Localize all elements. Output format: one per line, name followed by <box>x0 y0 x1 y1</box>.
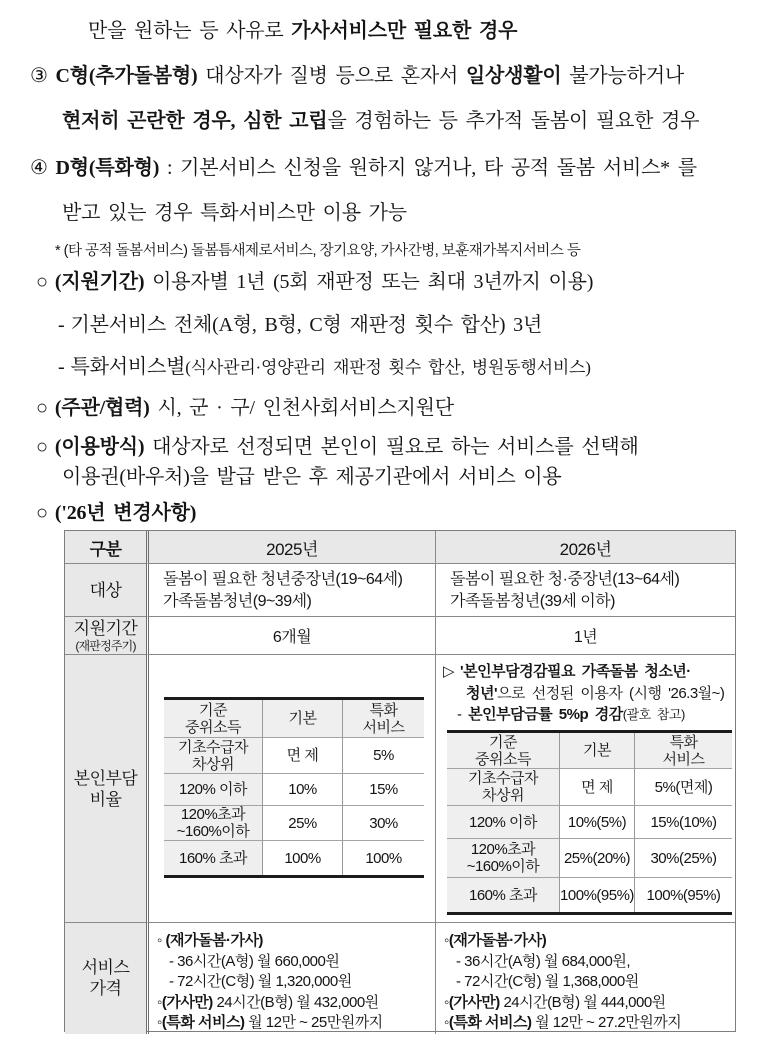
header-2025: 2025년 <box>146 531 435 563</box>
bullet-support-period-text: 이용자별 1년 (5회 재판정 또는 최대 3년까지 이용) <box>144 271 594 293</box>
note-line-3-bold: 본인부담금률 5%p 경감 <box>468 706 623 723</box>
period-2025: 6개월 <box>146 616 435 654</box>
sub-bullet-special-service <box>58 350 591 379</box>
price-line <box>444 972 735 993</box>
list-item-3-line-2 <box>62 104 699 133</box>
rate-header-special: 특화 서비스 <box>342 700 424 737</box>
row-label-period-sub: (재판정주기) <box>75 639 136 653</box>
price-line <box>444 952 735 973</box>
triangle-marker-icon: ▷ <box>443 663 455 680</box>
header-category <box>65 531 146 563</box>
bullet-support-period-label: (지원기간) <box>54 271 145 293</box>
rate-row-label: 120%초과 ~160%이하 <box>447 838 559 877</box>
circled-4-icon: ④ <box>30 157 56 179</box>
header-category-label: 구분 <box>89 539 122 559</box>
bullet-2026-changes-label: ('26년 변경사항) <box>54 502 197 524</box>
rate-row-label: 160% 초과 <box>447 877 559 912</box>
price-line <box>157 952 435 973</box>
note-line-1-bold: '본인부담경감필요 가족돌봄 청소년· <box>460 663 691 680</box>
dash-icon: - <box>58 356 65 378</box>
rate-value: 100% <box>262 840 342 875</box>
rate-value: 15%(10%) <box>634 805 732 838</box>
note-line-2-bold: 청년' <box>466 684 498 702</box>
target-2026-line-1: 돌봄이 필요한 청·중장년(13~64세) <box>450 571 680 588</box>
comparison-table <box>64 530 736 1032</box>
rate-row-label: 기초수급자 차상위 <box>164 737 262 773</box>
note-line-3-paren: (괄호 참고) <box>622 707 685 722</box>
price-line <box>444 993 735 1014</box>
bullet-organizer <box>36 391 454 420</box>
rate-value: 15% <box>342 773 424 805</box>
rate-row-label: 160% 초과 <box>164 840 262 875</box>
bullet-support-period <box>36 265 593 294</box>
target-2025-line-1: 돌봄이 필요한 청년중장년(19~64세) <box>163 571 403 588</box>
target-2025 <box>146 563 435 616</box>
target-2026 <box>435 563 735 616</box>
row-label-period <box>65 616 146 654</box>
rate-value: 면 제 <box>262 737 342 773</box>
circled-3-icon: ③ <box>30 65 56 87</box>
price-text: - 72시간(C형) 월 1,368,000원 <box>456 973 639 990</box>
price-term: (특화 서비스) <box>448 1014 532 1031</box>
price-term: (재가돌봄·가사) <box>448 932 547 949</box>
dash-icon: - <box>58 314 65 336</box>
rate-table-2025 <box>164 697 424 878</box>
row-label-price <box>65 922 146 1034</box>
circle-bullet-icon: ○ <box>36 436 48 458</box>
item-4-text: : 기본서비스 신청을 원하지 않거나, 타 공적 돌봄 서비스* 를 <box>159 157 697 179</box>
bullet-organizer-label: (주관/협력) <box>54 397 150 419</box>
row-label-burden-line-2: 비율 <box>89 789 122 809</box>
price-term: (가사만) <box>161 993 213 1011</box>
rate-value: 5% <box>342 737 424 773</box>
price-2026 <box>435 922 735 1034</box>
item-3-line-2-bold: 현저히 곤란한 경우, 심한 고립 <box>62 110 328 132</box>
rate-header-income: 기준 중위소득 <box>447 733 559 768</box>
price-text: - 72시간(C형) 월 1,320,000원 <box>169 973 352 990</box>
item-3-text-2: 불가능하거나 <box>561 65 685 87</box>
target-2026-line-2: 가족돌봄청년(39세 이하) <box>450 593 616 610</box>
bullet-2026-changes <box>36 496 196 525</box>
price-text: 24시간(B형) 월 444,000원 <box>499 993 666 1011</box>
footnote: * (타 공적 돌봄서비스) 돌봄틈새제로서비스, 장기요양, 가사간병, 보훈재가복지서비스 등 <box>55 243 581 259</box>
period-2026: 1년 <box>435 616 735 654</box>
sub-bullet-special-service-text: 특화서비스별 <box>70 356 186 378</box>
sub-bullet-special-service-paren: (식사관리·영양관리 재판정 횟수 합산, 병원동행서비스) <box>185 358 591 377</box>
small-circle-bullet-icon: ◦ <box>444 932 449 949</box>
rate-header-basic: 기본 <box>262 700 342 737</box>
rate-row-label: 기초수급자 차상위 <box>447 768 559 805</box>
item-4-title: D형(특화형) <box>55 157 160 179</box>
price-line <box>444 1013 735 1034</box>
small-circle-bullet-icon: ◦ <box>157 932 166 949</box>
small-circle-bullet-icon: ◦ <box>157 1014 162 1031</box>
row-label-target: 대상 <box>65 563 146 616</box>
price-text: 24시간(B형) 월 432,000원 <box>212 993 379 1011</box>
price-text: - 36시간(A형) 월 684,000원, <box>456 952 631 970</box>
sub-bullet-basic-service-text: 기본서비스 전체(A형, B형, C형 재판정 횟수 합산) 3년 <box>70 314 543 336</box>
list-item-4 <box>30 151 697 180</box>
note-line-2-text: 으로 선정된 이용자 (시행 '26.3월~) <box>497 684 725 702</box>
item-3-title: C형(추가돌봄형) <box>55 65 198 87</box>
rate-value: 25% <box>262 805 342 840</box>
rate-value: 10% <box>262 773 342 805</box>
price-line <box>157 931 435 952</box>
bullet-usage-method-line-2: 이용권(바우처)을 발급 받은 후 제공기관에서 서비스 이용 <box>62 466 562 488</box>
row-label-burden-line-1: 본인부담 <box>73 768 138 788</box>
price-line <box>444 931 735 952</box>
rate-value: 면 제 <box>559 768 634 805</box>
item-3-bold-2: 일상생활이 <box>465 65 562 87</box>
rate-table-2026 <box>447 730 732 915</box>
target-2025-line-2: 가족돌봄청년(9~39세) <box>163 593 312 610</box>
rate-value: 100%(95%) <box>634 877 732 912</box>
intro-line-1-text: 만을 원하는 등 사유로 <box>88 20 292 42</box>
intro-line-1-bold: 가사서비스만 필요한 경우 <box>291 20 518 42</box>
rate-row-label: 120% 이하 <box>447 805 559 838</box>
rate-row-label: 120%초과 ~160%이하 <box>164 805 262 840</box>
row-label-period-main: 지원기간 <box>73 619 138 638</box>
row-label-price-line-1: 서비스 <box>81 958 130 978</box>
rate-header-income: 기준 중위소득 <box>164 700 262 737</box>
bullet-usage-method-text: 대상자로 선정되면 본인이 필요로 하는 서비스를 선택해 <box>144 436 639 458</box>
circle-bullet-icon: ○ <box>36 502 48 524</box>
row-label-burden <box>65 654 146 922</box>
bullet-organizer-text: 시, 군 · 구/ 인천사회서비스지원단 <box>149 397 454 419</box>
intro-line-1 <box>88 14 517 43</box>
circle-bullet-icon: ○ <box>36 271 48 293</box>
price-text: 월 12만 ~ 27.2만원까지 <box>531 1014 682 1031</box>
rate-value: 100% <box>342 840 424 875</box>
small-circle-bullet-icon: ◦ <box>444 1014 449 1031</box>
rate-header-basic: 기본 <box>559 733 634 768</box>
note-2026-change <box>443 661 724 726</box>
note-line-2 <box>443 683 724 705</box>
rate-header-special: 특화 서비스 <box>634 733 732 768</box>
price-text: 월 12만 ~ 25만원까지 <box>244 1014 383 1031</box>
price-term: (가사만) <box>448 993 500 1011</box>
item-3-text-1: 대상자가 질병 등으로 혼자서 <box>197 65 466 87</box>
price-text: - 36시간(A형) 월 660,000원 <box>169 952 340 970</box>
sub-bullet-basic-service <box>58 308 542 337</box>
rate-value: 10%(5%) <box>559 805 634 838</box>
circle-bullet-icon: ○ <box>36 397 48 419</box>
price-term: (재가돌봄·가사) <box>165 932 263 949</box>
bullet-usage-method-label: (이용방식) <box>54 436 145 458</box>
small-circle-bullet-icon: ◦ <box>157 993 162 1011</box>
rate-value: 30% <box>342 805 424 840</box>
rate-row-label: 120% 이하 <box>164 773 262 805</box>
price-line <box>157 1013 435 1034</box>
note-line-3 <box>443 704 724 726</box>
list-item-3 <box>30 59 684 88</box>
dash-icon: - <box>457 706 469 723</box>
rate-value: 25%(20%) <box>559 838 634 877</box>
small-circle-bullet-icon: ◦ <box>444 993 449 1011</box>
rate-value: 100%(95%) <box>559 877 634 912</box>
rate-value: 30%(25%) <box>634 838 732 877</box>
note-line-1 <box>443 661 724 683</box>
price-line <box>157 993 435 1014</box>
burden-2026 <box>435 654 735 922</box>
burden-2025 <box>146 654 435 922</box>
price-2025 <box>146 922 435 1034</box>
list-item-4-line-2: 받고 있는 경우 특화서비스만 이용 가능 <box>62 202 407 224</box>
header-2026: 2026년 <box>435 531 735 563</box>
rate-value: 5%(면제) <box>634 768 732 805</box>
price-line <box>157 972 435 993</box>
bullet-usage-method <box>36 430 639 459</box>
item-3-line-2-text: 을 경험하는 등 추가적 돌봄이 필요한 경우 <box>327 110 700 132</box>
price-term: (특화 서비스) <box>161 1014 245 1031</box>
row-label-price-line-2: 가격 <box>89 979 122 999</box>
